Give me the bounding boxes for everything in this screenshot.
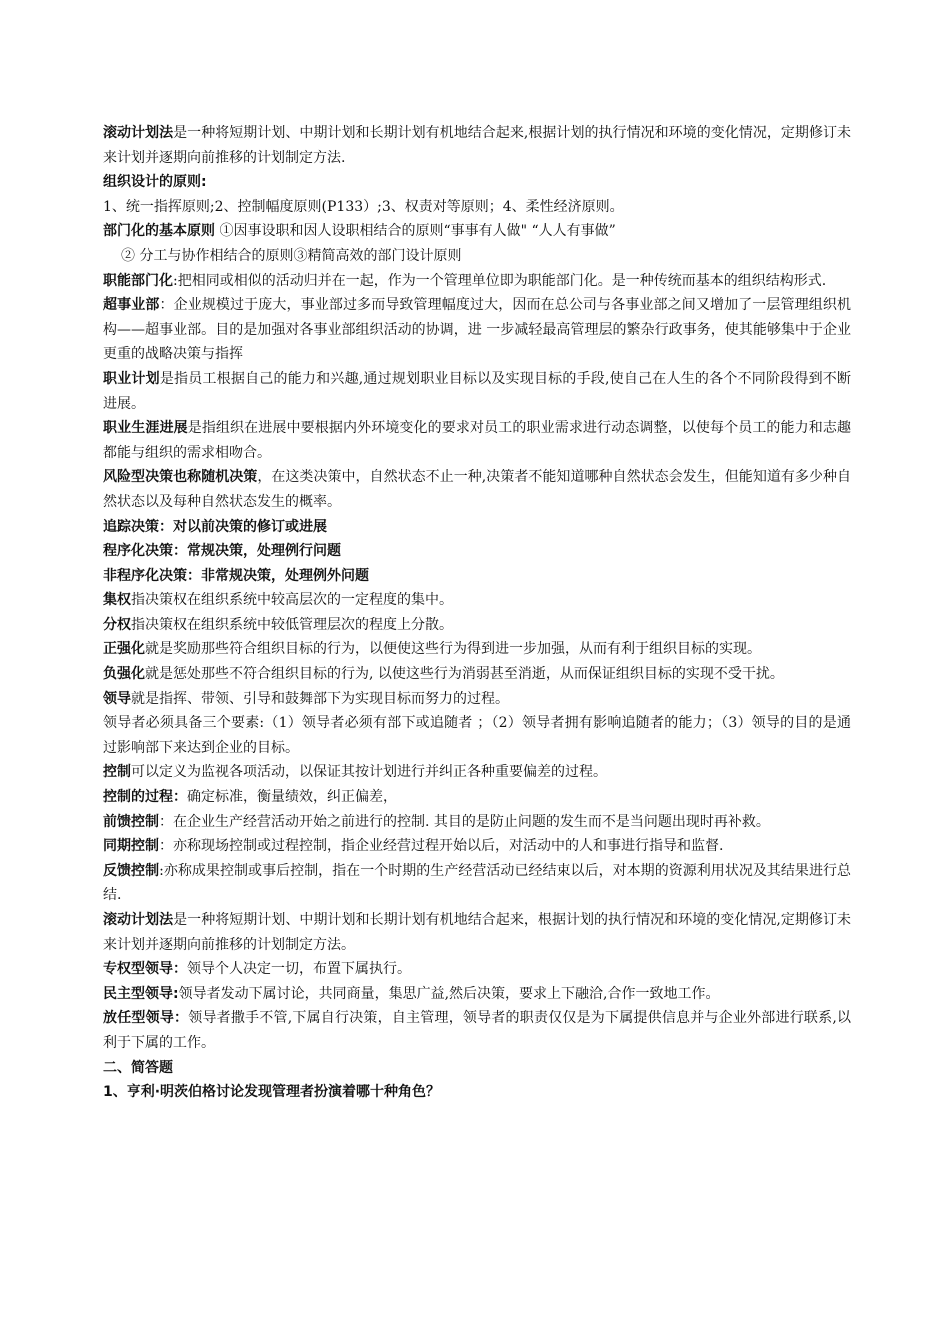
term: 负强化 — [103, 666, 145, 683]
definition: 就是指挥、带领、引导和鼓舞部下为实现目标而努力的过程。 — [131, 690, 509, 707]
definition: 领导者撒手不管,下属自行决策，自主管理，领导者的职责仅仅是为下属提供信息并与企业外部进行联系,以利于下属的工作。 — [103, 1010, 852, 1051]
definition: 确定标准，衡量绩效，纠正偏差， — [187, 789, 397, 806]
paragraph-leadership — [103, 687, 851, 712]
question-mintzberg-roles — [103, 1080, 851, 1105]
term: 职业计划 — [103, 370, 160, 387]
term: 职业生涯进展 — [103, 420, 188, 437]
term: 组织设计的原则: — [103, 174, 207, 191]
definition: ：企业规模过于庞大，事业部过多而导致管理幅度过大，因而在总公司与各事业部之间又增加了一层管理组织机构——超事业部。目的是加强对各事业部组织活动的协调，进 一步减轻最高管理层的繁杂行政事务，使其能够集中于企业更重的战略决策与指挥 — [103, 297, 852, 363]
definition: 就是惩处那些不符合组织目标的行为, 以使这些行为消弱甚至消逝，从而保证组织目标的实现不受干扰。 — [145, 666, 784, 683]
paragraph-functional-departmentalization — [103, 269, 851, 294]
definition: 领导个人决定一切，布置下属执行。 — [187, 961, 411, 978]
term: 二、简答题 — [103, 1059, 173, 1076]
definition: ：亦称现场控制或过程控制，指企业经营过程开始以后，对活动中的人和事进行指导和监督. — [159, 838, 724, 855]
term: 职能部门化 — [103, 272, 173, 289]
term: 前馈控制 — [103, 813, 159, 830]
term: 分权 — [103, 616, 131, 633]
definition: ①因事设职和因人设职相结合的原则“事事有人做" “人人有事做” — [215, 223, 616, 240]
term: 正强化 — [103, 641, 145, 658]
term: 控制 — [103, 764, 131, 781]
definition: 是一种将短期计划、中期计划和长期计划有机地结合起来,根据计划的执行情况和环境的变化情况，定期修订未来计划并逐期向前推移的计划制定方法. — [103, 125, 852, 166]
paragraph-career-development — [103, 416, 851, 465]
definition: 指决策权在组织系统中较高层次的一定程度的集中。 — [131, 592, 453, 609]
term: 专权型领导： — [103, 961, 187, 978]
definition: 是指组织在进展中要根据内外环境变化的要求对员工的职业需求进行动态调整，以使每个员工的能力和志趣都能与组织的需求相吻合。 — [103, 420, 852, 461]
definition: ，在这类决策中，自然状态不止一种,决策者不能知道哪种自然状态会发生，但能知道有多少种自然状态以及每种自然状态发生的概率。 — [103, 469, 852, 510]
paragraph-autocratic-leadership — [103, 957, 851, 982]
term: 超事业部 — [103, 297, 160, 314]
paragraph-rolling-plan-repeat — [103, 908, 851, 957]
definition: ② 分工与协作相结合的原则③精简高效的部门设计原则 — [121, 247, 462, 264]
paragraph-leadership-elements — [103, 711, 851, 760]
paragraph-feedback-control — [103, 859, 851, 908]
paragraph-centralization — [103, 588, 851, 613]
definition: 可以定义为监视各项活动，以保证其按计划进行并纠正各种重要偏差的过程。 — [131, 764, 607, 781]
paragraph-feedforward-control — [103, 810, 851, 835]
paragraph-programmed-decision — [103, 539, 851, 564]
term: 集权 — [103, 592, 131, 609]
paragraph-departmentalization-principles — [103, 219, 851, 244]
paragraph-career-plan — [103, 367, 851, 416]
term: 追踪决策：对以前决策的修订或进展 — [103, 518, 327, 535]
paragraph-departmentalization-principles-cont — [103, 244, 851, 269]
term: 程序化决策：常规决策，处理例行问题 — [103, 543, 341, 560]
term: 部门化的基本原则 — [103, 223, 215, 240]
term: 滚动计划法 — [103, 912, 174, 928]
definition: 1、统一指挥原则;2、控制幅度原则(P133）;3、权责对等原则；4、柔性经济原则。 — [103, 198, 624, 215]
paragraph-principles-list — [103, 195, 851, 220]
term: 同期控制 — [103, 838, 159, 855]
definition: ：在企业生产经营活动开始之前进行的控制. 其目的是防止问题的发生而不是当问题出现时再补救。 — [159, 813, 770, 830]
paragraph-nonprogrammed-decision — [103, 564, 851, 589]
paragraph-positive-reinforcement — [103, 637, 851, 662]
paragraph-democratic-leadership — [103, 982, 851, 1007]
term: 民主型领导: — [103, 985, 179, 1002]
paragraph-risk-decision — [103, 465, 851, 514]
term: 风险型决策也称随机决策 — [103, 469, 258, 486]
definition: :把相同或相似的活动归并在一起，作为一个管理单位即为职能部门化。是一种传统而基本的组织结构形式. — [173, 272, 827, 289]
definition: 是指员工根据自己的能力和兴趣,通过规划职业目标以及实现目标的手段,使自己在人生的各个不同阶段得到不断进展。 — [103, 370, 851, 412]
term: 非程序化决策：非常规决策，处理例外问题 — [103, 567, 369, 584]
definition: 指决策权在组织系统中较低管理层次的程度上分散。 — [131, 616, 453, 633]
term: 反馈控制 — [103, 862, 160, 879]
definition: 领导者必须具备三个要素:（1）领导者必须有部下或追随者 ；（2）领导者拥有影响追随者的能力；（3）领导的目的是通过影响部下来达到企业的目标。 — [103, 715, 851, 756]
paragraph-decentralization — [103, 613, 851, 638]
term: 放任型领导： — [103, 1010, 189, 1027]
paragraph-concurrent-control — [103, 834, 851, 859]
paragraph-super-division — [103, 293, 851, 367]
term: 滚动计划法 — [103, 125, 174, 141]
term: 控制的过程： — [103, 789, 187, 806]
section-heading-short-answer — [103, 1056, 851, 1081]
paragraph-control — [103, 760, 851, 785]
document-page — [103, 121, 851, 1105]
paragraph-laissez-faire-leadership — [103, 1006, 851, 1055]
definition: 就是奖励那些符合组织目标的行为，以便使这些行为得到进一步加强，从而有利于组织目标的实现。 — [145, 641, 761, 658]
paragraph-control-process — [103, 785, 851, 810]
term: 领导 — [103, 690, 131, 707]
paragraph-rolling-plan — [103, 121, 851, 170]
paragraph-negative-reinforcement — [103, 662, 851, 687]
heading-org-design-principles — [103, 170, 851, 195]
term: 1、亨利·明茨伯格讨论发现管理者扮演着哪十种角色？ — [103, 1084, 441, 1101]
definition: 是一种将短期计划、中期计划和长期计划有机地结合起来，根据计划的执行情况和环境的变化情况,定期修订未来计划并逐期向前推移的计划制定方法。 — [103, 912, 852, 953]
definition: 领导者发动下属讨论，共同商量，集思广益,然后决策，要求上下融洽,合作一致地工作。 — [178, 985, 720, 1002]
paragraph-tracking-decision — [103, 515, 851, 540]
definition: :亦称成果控制或事后控制，指在一个时期的生产经营活动已经结束以后，对本期的资源利用状况及其结果进行总结. — [103, 862, 852, 904]
